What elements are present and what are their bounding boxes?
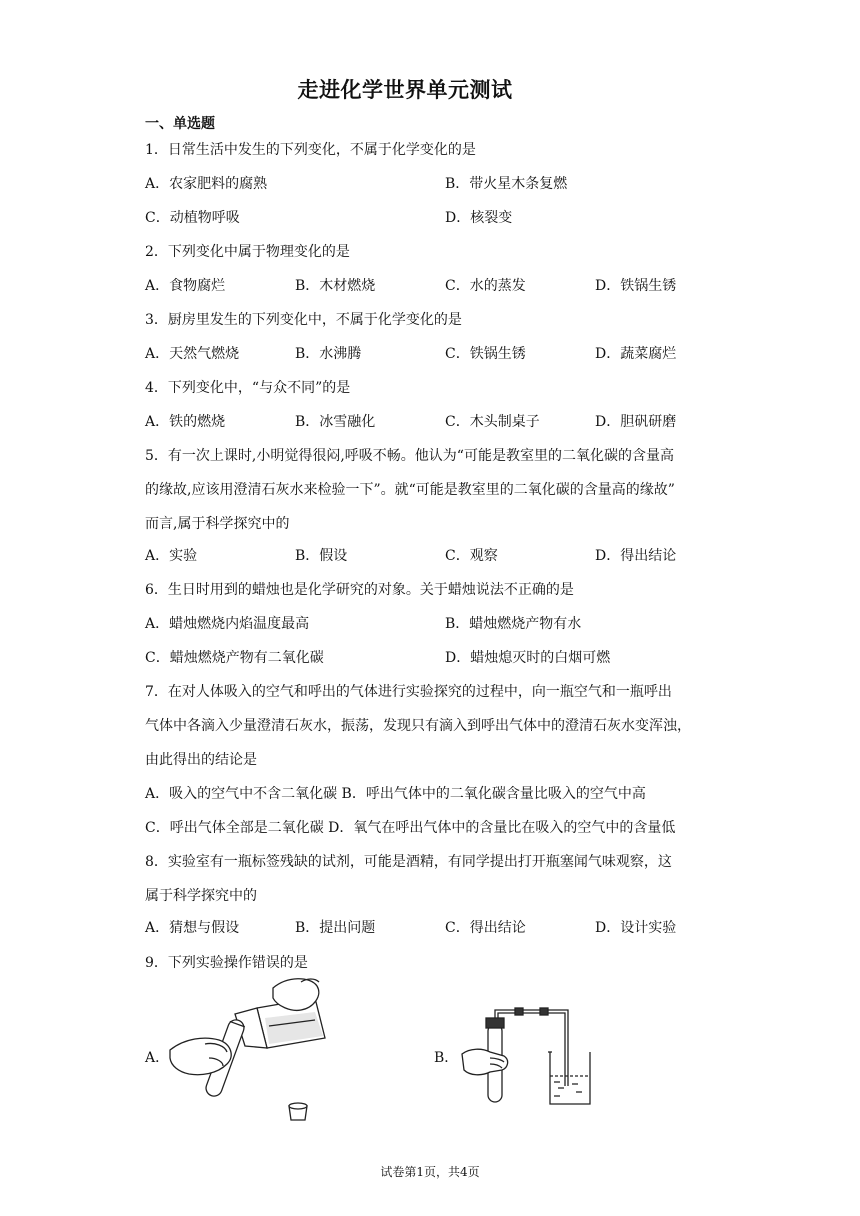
question-6-option-c[interactable]: C．蜡烛燃烧产物有二氧化碳	[145, 650, 324, 666]
question-1-option-c[interactable]: C．动植物呼吸	[145, 210, 240, 226]
question-2-option-c[interactable]: C．水的蒸发	[445, 278, 526, 294]
question-7-options-line-1[interactable]: A．吸入的空气中不含二氧化碳 B．呼出气体中的二氧化碳含量比吸入的空气中高	[145, 786, 646, 802]
question-1-option-a[interactable]: A．农家肥料的腐熟	[145, 176, 268, 192]
question-2-stem: 2．下列变化中属于物理变化的是	[145, 244, 350, 260]
question-8-option-b[interactable]: B．提出问题	[295, 920, 376, 936]
question-7-stem-line-3: 由此得出的结论是	[145, 752, 257, 768]
question-5-option-a[interactable]: A．实验	[145, 548, 198, 564]
question-5-stem-line-1: 5．有一次上课时,小明觉得很闷,呼吸不畅。他认为“可能是教室里的二氧化碳的含量高	[145, 448, 674, 464]
question-7-options-line-2[interactable]: C．呼出气体全部是二氧化碳 D．氧气在呼出气体中的含量比在吸入的空气中的含量低	[145, 820, 676, 836]
question-5-option-b[interactable]: B．假设	[295, 548, 348, 564]
question-8-option-d[interactable]: D．设计实验	[595, 920, 677, 936]
question-6-option-a[interactable]: A．蜡烛燃烧内焰温度最高	[145, 616, 310, 632]
question-7-stem-line-2: 气体中各滴入少量澄清石灰水，振荡，发现只有滴入到呼出气体中的澄清石灰水变浑浊，	[145, 718, 691, 734]
question-9-option-a[interactable]: A．	[145, 1050, 170, 1066]
airtightness-check-illustration	[460, 1006, 620, 1110]
question-6-option-d[interactable]: D．蜡烛熄灭时的白烟可燃	[445, 650, 611, 666]
page-footer: 试卷第1页，共4页	[380, 1165, 480, 1179]
question-6-option-b[interactable]: B．蜡烛燃烧产物有水	[445, 616, 582, 632]
question-4-option-b[interactable]: B．冰雪融化	[295, 414, 376, 430]
question-3-option-b[interactable]: B．水沸腾	[295, 346, 362, 362]
question-1-stem: 1．日常生活中发生的下列变化，不属于化学变化的是	[145, 142, 476, 158]
question-8-stem-line-2: 属于科学探究中的	[145, 888, 257, 904]
question-2-option-b[interactable]: B．木材燃烧	[295, 278, 376, 294]
question-3-option-c[interactable]: C．铁锅生锈	[445, 346, 526, 362]
question-8-option-c[interactable]: C．得出结论	[445, 920, 526, 936]
question-9-option-b[interactable]: B．	[434, 1050, 459, 1066]
question-2-option-a[interactable]: A．食物腐烂	[145, 278, 226, 294]
question-5-stem-line-3: 而言,属于科学探究中的	[145, 516, 290, 532]
question-5-option-c[interactable]: C．观察	[445, 548, 498, 564]
page-title: 走进化学世界单元测试	[297, 78, 513, 102]
question-4-option-a[interactable]: A．铁的燃烧	[145, 414, 226, 430]
question-3-option-a[interactable]: A．天然气燃烧	[145, 346, 240, 362]
question-4-option-c[interactable]: C．木头制桌子	[445, 414, 540, 430]
question-8-stem-line-1: 8．实验室有一瓶标签残缺的试剂，可能是酒精，有同学提出打开瓶塞闻气味观察，这	[145, 854, 672, 870]
question-5-stem-line-2: 的缘故,应该用澄清石灰水来检验一下”。就“可能是教室里的二氧化碳的含量高的缘故”	[145, 482, 675, 498]
question-4-stem: 4．下列变化中，“与众不同”的是	[145, 380, 351, 396]
question-7-stem-line-1: 7．在对人体吸入的空气和呼出的气体进行实验探究的过程中，向一瓶空气和一瓶呼出	[145, 684, 672, 700]
question-3-stem: 3．厨房里发生的下列变化中，不属于化学变化的是	[145, 312, 462, 328]
question-9-stem: 9．下列实验操作错误的是	[145, 955, 308, 971]
pouring-liquid-illustration	[165, 978, 335, 1128]
question-5-option-d[interactable]: D．得出结论	[595, 548, 677, 564]
question-6-stem: 6．生日时用到的蜡烛也是化学研究的对象。关于蜡烛说法不正确的是	[145, 582, 574, 598]
question-2-option-d[interactable]: D．铁锅生锈	[595, 278, 677, 294]
question-3-option-d[interactable]: D．蔬菜腐烂	[595, 346, 677, 362]
section-heading: 一、单选题	[145, 116, 215, 132]
question-4-option-d[interactable]: D．胆矾研磨	[595, 414, 677, 430]
question-8-option-a[interactable]: A．猜想与假设	[145, 920, 240, 936]
question-1-option-d[interactable]: D．核裂变	[445, 210, 513, 226]
question-1-option-b[interactable]: B．带火星木条复燃	[445, 176, 568, 192]
